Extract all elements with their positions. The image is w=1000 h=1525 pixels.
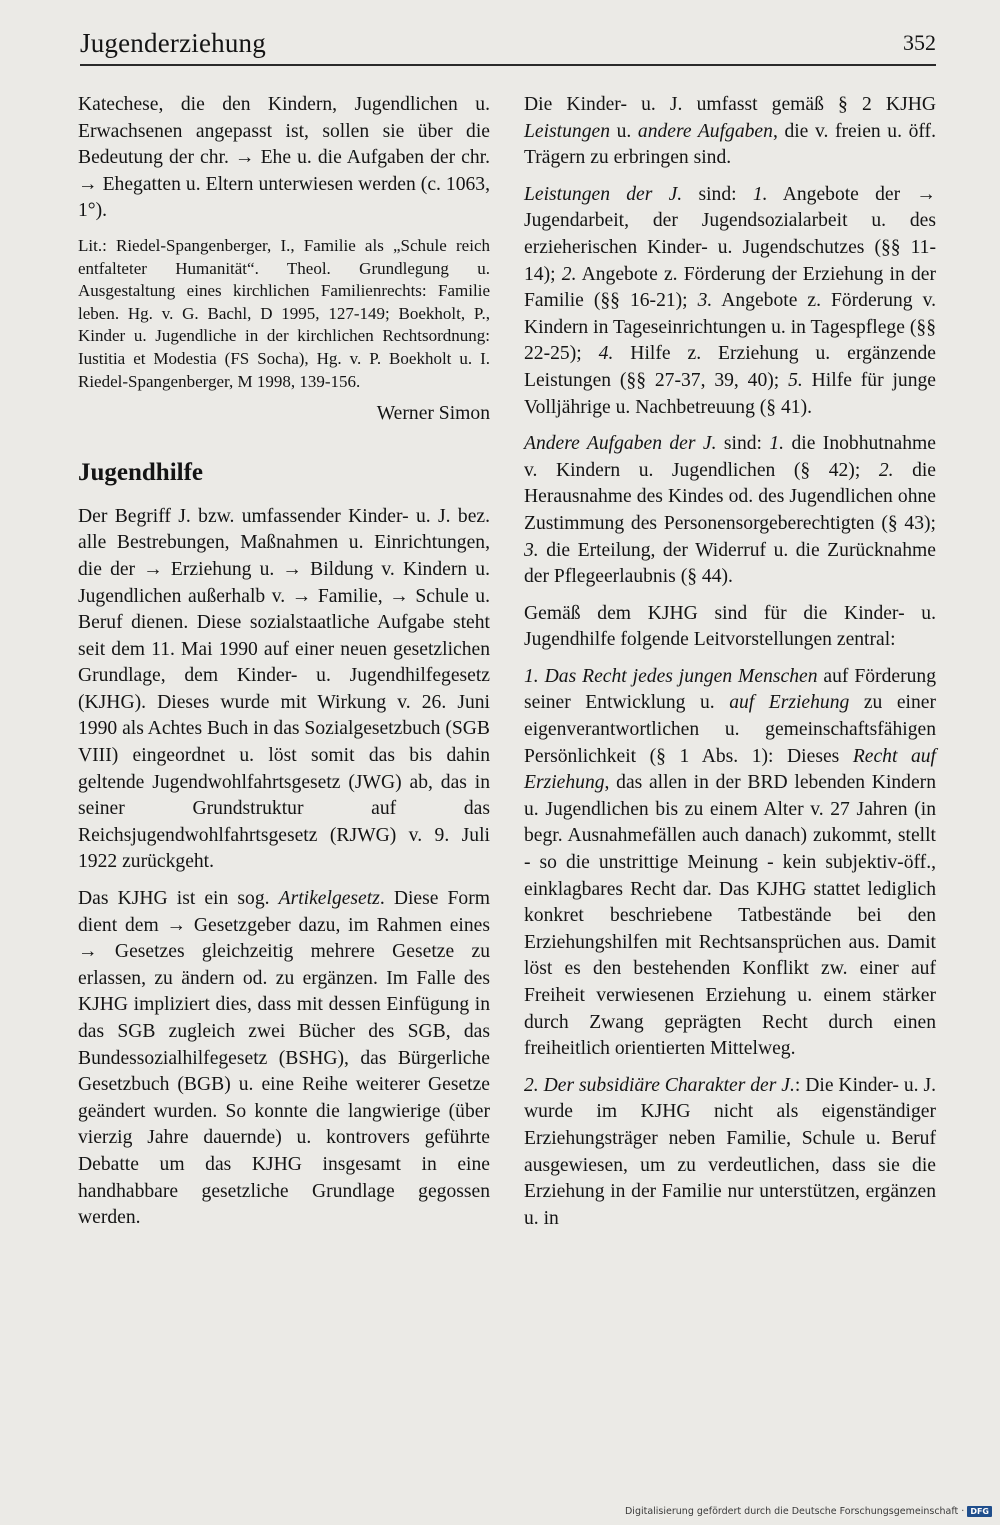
paragraph (524, 1073, 936, 1233)
text-run: auf Förderung seiner Entwicklung u. (524, 665, 936, 714)
right-column (524, 92, 936, 1242)
list-number: 1. (752, 183, 768, 205)
paragraph (524, 664, 936, 1063)
paragraph (524, 92, 936, 172)
list-number: 2. (878, 459, 894, 481)
text-run: . Diese Form dient dem → Gesetzgeber dazu, im Rahmen eines → Gesetzes gleichzeitig mehrere Gesetze zu erlassen, zu ändern od. zu ergänzen. Im Falle des KJHG impliziert dies, dass mit dessen Einfügung in das SGB zugleich zwei Bücher des SGB, das Bundessozialhilfegesetz (BSHG), das Bürgerliche Gesetzbuch (BGB) u. eine Reihe weiterer Gesetze geändert wurden. So konnte die langwierige (über vierzig Jahre dauernde) u. kontrovers geführte Debatte um das KJHG insgesamt in eine handhabbare gesetzliche Grundlage gegossen werden. (78, 888, 490, 1229)
text-run: Hilfe z. Erziehung u. ergänzende Leistungen (§§ 27-37, 39, 40); (524, 343, 936, 391)
text-run: : Die Kinder- u. J. wurde im KJHG nicht als eigenständiger Erziehungsträger neben Familie, Schule u. Beruf ausgewiesen, um zu verdeutlichen, dass sie die Erziehung in der Familie nur unterstützen, ergänzen u. in (524, 1074, 936, 1229)
text-run: Angebote z. Förderung v. Kindern in Tageseinrichtungen u. in Tagespflege (§§ 22-25); (524, 290, 936, 365)
italic-term: Artikelgesetz (278, 888, 380, 910)
text-run: die Erteilung, der Widerruf u. die Zurücknahme der Pflegeerlaubnis (§ 44). (524, 539, 936, 588)
list-number: 4. (598, 343, 614, 365)
paragraph: Gemäß dem KJHG sind für die Kinder- u. Jugendhilfe folgende Leitvorstellungen zentral: (524, 602, 936, 651)
italic-term: andere Aufgaben (637, 120, 773, 142)
section-title: Jugendhilfe (78, 458, 204, 486)
text-run: Das KJHG ist ein sog. (78, 888, 279, 910)
text-run: u. (610, 120, 638, 142)
text-run: sind: (716, 433, 770, 455)
list-number: 3. (697, 290, 713, 312)
text-run: sind: (682, 183, 753, 205)
paragraph (78, 886, 490, 1232)
article-author: Werner Simon (376, 403, 490, 425)
text-run: Angebote der → Jugendarbeit, der Jugendsozialarbeit u. des erzieherischen Kinder- u. Jugendschutzes (§§ 11-14); (524, 183, 936, 285)
text-run: die Herausnahme des Kindes od. des Jugendlichen ohne Zustimmung des Personensorgeberechtigten (§ 43); (524, 459, 937, 534)
running-head: Jugenderziehung (80, 28, 266, 58)
literature-reference: Lit.: Riedel-Spangenberger, I., Familie als „Schule reich entfalteter Humanität“. Theol. Grundlegung u. Ausgestaltung eines kirchlichen Familienrechts: Familie leben. Hg. v. G. Bachl, D 1995, 127-149; Boekholt, P., Kinder u. Jugendliche in der kirchlichen Rechtsordnung: Iustitia et Modestia (FS Socha), Hg. v. P. Boekholt u. I. Riedel-Spangenberger, M 1998, 139-156. (78, 235, 490, 391)
credit-separator: · (961, 1506, 965, 1517)
digitization-credit (625, 1506, 992, 1517)
italic-term: Leistungen (524, 120, 610, 142)
text-run: Angebote z. Förderung der Erziehung in der Familie (§§ 16-21); (524, 263, 936, 312)
list-number: 2. (561, 263, 577, 285)
list-number: 3. (524, 539, 539, 561)
paragraph (524, 182, 936, 421)
italic-term: 2. Der subsidiäre Charakter der J. (524, 1074, 795, 1096)
page-header (80, 28, 936, 66)
paragraph: Der Begriff J. bzw. umfassender Kinder- u. J. bez. alle Bestrebungen, Maßnahmen u. Einrichtungen, die der → Erziehung u. → Bildung v. Kindern u. Jugendlichen außerhalb v. → Familie, → Schule u. Beruf dienen. Diese sozialstaatliche Aufgabe steht seit dem 11. Mai 1990 auf einer neuen gesetzlichen Grundlage, dem Kinder- u. Jugendhilfegesetz (KJHG). Dieses wurde mit Wirkung v. 26. Juni 1990 als Achtes Buch in das Sozialgesetzbuch (SGB VIII) eingeordnet u. löst somit das bis dahin geltende Jugendwohlfahrtsgesetz (JWG) ab, das in seiner Grundstruktur auf das Reichsjugendwohlfahrtsgesetz (RJWG) v. 9. Juli 1922 zurückgeht. (78, 505, 490, 873)
text-run: , die v. freien u. öff. Trägern zu erbringen sind. (524, 120, 936, 169)
paragraph: Katechese, die den Kindern, Jugendlichen u. Erwachsenen angepasst ist, sollen sie über die Bedeutung der chr. → Ehe u. die Aufgaben der chr. → Ehegatten u. Eltern unterwiesen werden (c. 1063, 1°). (78, 94, 490, 222)
text-run: , das allen in der BRD lebenden Kindern u. Jugendlichen bis zu einem Alter v. 27 Jahren (in begr. Ausnahmefällen auch danach) zukommt, stellt - so die unstrittige Meinung - kein subjektiv-öff., einklagbares Recht dar. Das KJHG stattet lediglich konkret beschriebene Tatbestände bei den Erziehungshilfen mit Rechtsansprüchen aus. Damit löst es den bestehenden Konflikt zw. einer auf Freiheit verwiesenen Erziehung u. einem stärker durch Zwang geprägten Recht durch einen freiheitlich orientierten Mittelweg. (524, 772, 936, 1060)
credit-text: Digitalisierung gefördert durch die Deutsche Forschungsgemeinschaft (624, 1506, 959, 1517)
list-number: 1. (769, 433, 785, 455)
text-run: zu einer eigenverantwortlichen u. gemeinschaftsfähigen Persönlichkeit (§ 1 Abs. 1): Dieses (524, 692, 936, 767)
text-run: Hilfe für junge Volljährige u. Nachbetreuung (§ 41). (524, 369, 936, 418)
list-number: 5. (788, 369, 803, 391)
italic-term: Recht auf Erziehung (524, 745, 936, 794)
italic-term: auf Erziehung (729, 692, 850, 714)
paragraph (524, 431, 936, 591)
page-number: 352 (903, 30, 936, 55)
left-column (78, 92, 490, 1242)
italic-term: 1. Das Recht jedes jungen Menschen (524, 665, 818, 687)
italic-term: Andere Aufgaben der J. (524, 433, 717, 455)
text-run: Die Kinder- u. J. umfasst gemäß § 2 KJHG (524, 94, 936, 115)
italic-term: Leistungen der J. (524, 183, 683, 205)
text-run: die Inobhutnahme v. Kindern u. Jugendlichen (§ 42); (524, 433, 936, 481)
dfg-logo-icon: DFG (967, 1506, 992, 1517)
